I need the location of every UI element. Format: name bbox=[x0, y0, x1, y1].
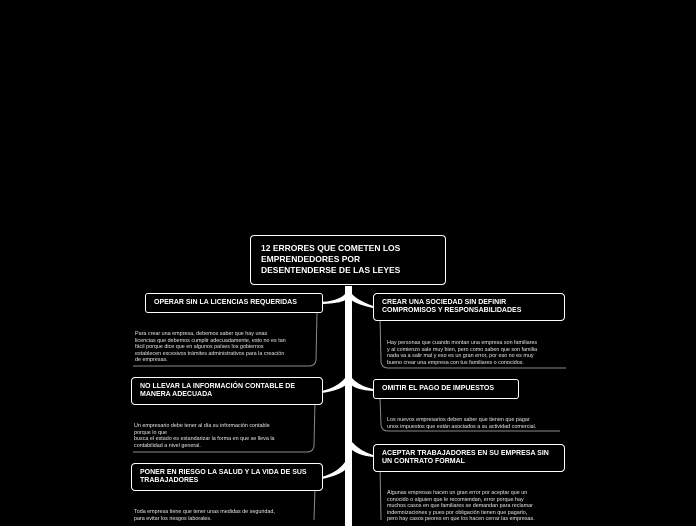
topic-description: Para crear una empresa, debemos saber que hay unas licencias que debemos cumplir adecuadamente, esto no es tan fácil porque dice que en algunos países los gobiernos establecen excesivos trámites administrativos para la creación de empresas. bbox=[135, 331, 286, 364]
topic-informacion-contable[interactable] bbox=[131, 377, 323, 405]
topic-title: PONER EN RIESGO LA SALUD Y LA VIDA DE SUS TRABAJADORES bbox=[140, 469, 307, 484]
topic-description: Un empresario debe tener al día su información contable porque lo que busca el estado es estandarizar la forma en que se lleva la contabilidad a nivel general. bbox=[134, 423, 275, 449]
topic-title: CREAR UNA SOCIEDAD SIN DEFINIR COMPROMISOS Y RESPONSABILIDADES bbox=[382, 299, 522, 314]
central-trunk bbox=[345, 286, 352, 526]
topic-description: Los nuevos empresarios deben saber que tienen que pagar unos impuestos que están asociados a su actividad comercial. bbox=[387, 417, 537, 430]
topic-description: Algunas empresas hacen un gran error por aceptar que un conocido o alguien que le recomiendan, error porque hay muchos casos en que familiares se demandan para reclamar indemnizaciones y pues por obligación tienen que pagarlo, pero hay casos peores en que los hacen cerrar las empresas. bbox=[387, 490, 535, 523]
central-topic-title: 12 ERRORES QUE COMETEN LOS EMPRENDEDORES POR DESENTENDERSE DE LAS LEYES bbox=[261, 243, 401, 275]
topic-sociedad-sin-compromisos[interactable] bbox=[373, 293, 565, 321]
topic-title: NO LLEVAR LA INFORMACIÓN CONTABLE DE MANERA ADECUADA bbox=[140, 383, 296, 398]
topic-title: ACEPTAR TRABAJADORES EN SU EMPRESA SIN UN CONTRATO FORMAL bbox=[382, 450, 549, 465]
topic-description: Toda empresa tiene que tener unas medidas de seguridad, para evitar los riesgos laborales. bbox=[134, 509, 275, 522]
topic-salud-trabajadores[interactable] bbox=[131, 463, 323, 491]
topic-title: OMITIR EL PAGO DE IMPUESTOS bbox=[382, 385, 495, 392]
topic-omitir-impuestos[interactable] bbox=[373, 379, 519, 399]
topic-trabajadores-sin-contrato[interactable] bbox=[373, 444, 565, 472]
topic-title: OPERAR SIN LA LICENCIAS REQUERIDAS bbox=[154, 299, 297, 306]
topic-operar-sin-licencias[interactable] bbox=[145, 293, 323, 313]
central-topic[interactable] bbox=[250, 235, 446, 285]
topic-description: Hay personas que cuando montan una empresa son familiares y al comienzo sale muy bien, pero como saben que son familia nada va a salir mal y eso es un gran error, por eso no es muy bueno crear una empresa con tus familiares o conocidos. bbox=[387, 340, 538, 366]
